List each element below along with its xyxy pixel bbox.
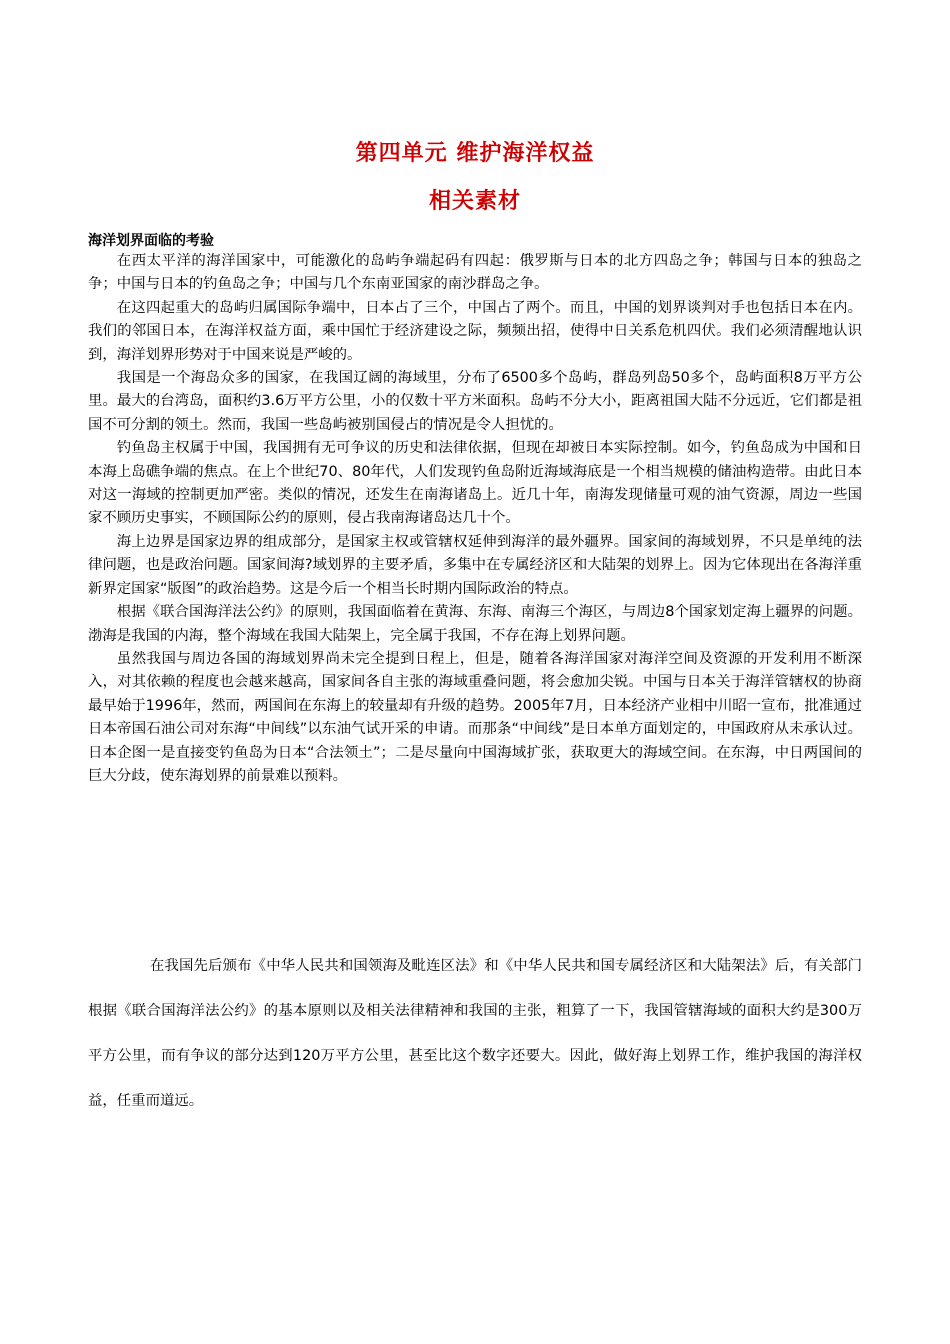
section-heading: 海洋划界面临的考验 [88, 233, 214, 249]
paragraph: 在西太平洋的海洋国家中，可能激化的岛屿争端起码有四起：俄罗斯与日本的北方四岛之争；韩国与日本的独岛之争；中国与日本的钓鱼岛之争；中国与几个东南亚国家的南沙群岛之争。 [88, 253, 862, 293]
document-body [88, 250, 862, 788]
paragraph: 海上边界是国家边界的组成部分，是国家主权或管辖权延伸到海洋的最外疆界。国家间的海域划界，不只是单纯的法律问题，也是政治问题。国家间海?域划界的主要矛盾，多集中在专属经济区和大陆架的划界上。因为它体现出在各海洋重新界定国家“版图”的政治趋势。这是今后一个相当长时期内国际政治的特点。 [88, 533, 862, 597]
paragraph: 我国是一个海岛众多的国家，在我国辽阔的海域里，分布了6500多个岛屿，群岛列岛50多个，岛屿面积8万平方公里。最大的台湾岛，面积约3.6万平方公里，小的仅数十平方米面积。岛屿不分大小，距离祖国大陆不分远近，它们都是祖国不可分割的领土。然而，我国一些岛屿被别国侵占的情况是令人担忧的。 [88, 370, 862, 433]
paragraph: 虽然我国与周边各国的海域划界尚未完全提到日程上，但是，随着各海洋国家对海洋空间及资源的开发利用不断深入，对其依赖的程度也会越来越高，国家间各自主张的海域重叠问题，将会愈加尖锐。中国与日本关于海洋管辖权的协商最早始于1996年，然而，两国间在东海上的较量却有升级的趋势。2005年7月，日本经济产业相中川昭一宣布，批准通过日本帝国石油公司对东海“中间线”以东油气试开采的申请。而那条“中间线”是日本单方面划定的，中国政府从未承认过。日本企图一是直接变钓鱼岛为日本“合法领土”；二是尽量向中国海域扩张，获取更大的海域空间。在东海，中日两国间的巨大分歧，使东海划界的前景难以预料。 [88, 650, 862, 784]
final-paragraph: 在我国先后颁布《中华人民共和国领海及毗连区法》和《中华人民共和国专属经济区和大陆架法》后，有关部门根据《联合国海洋法公约》的基本原则以及相关法律精神和我国的主张，粗算了一下，我国管辖海域的面积大约是300万平方公里，而有争议的部分达到120万平方公里，甚至比这个数字还要大。因此，做好海上划界工作，维护我国的海洋权益，任重而道远。 [88, 958, 862, 1109]
paragraph: 钓鱼岛主权属于中国，我国拥有无可争议的历史和法律依据，但现在却被日本实际控制。如今，钓鱼岛成为中国和日本海上岛礁争端的焦点。在上个世纪70、80年代，人们发现钓鱼岛附近海域海底是一个相当规模的储油构造带。由此日本对这一海域的控制更加严密。类似的情况，还发生在南海诸岛上。近几十年，南海发现储量可观的油气资源，周边一些国家不顾历史事实，不顾国际公约的原则，侵占我南海诸岛达几十个。 [88, 440, 862, 527]
document-title: 第四单元 维护海洋权益 [355, 141, 595, 166]
paragraph: 根据《联合国海洋法公约》的原则，我国面临着在黄海、东海、南海三个海区，与周边8个国家划定海上疆界的问题。渤海是我国的内海，整个海域在我国大陆架上，完全属于我国，不存在海上划界问题。 [88, 604, 862, 644]
document-subtitle: 相关素材 [428, 189, 521, 214]
paragraph: 在这四起重大的岛屿归属国际争端中，日本占了三个，中国占了两个。而且，中国的划界谈判对手也包括日本在内。我们的邻国日本，在海洋权益方面，乘中国忙于经济建设之际，频频出招，使得中日关系危机四伏。我们必须清醒地认识到，海洋划界形势对于中国来说是严峻的。 [88, 299, 862, 363]
document-tail [88, 944, 862, 1124]
